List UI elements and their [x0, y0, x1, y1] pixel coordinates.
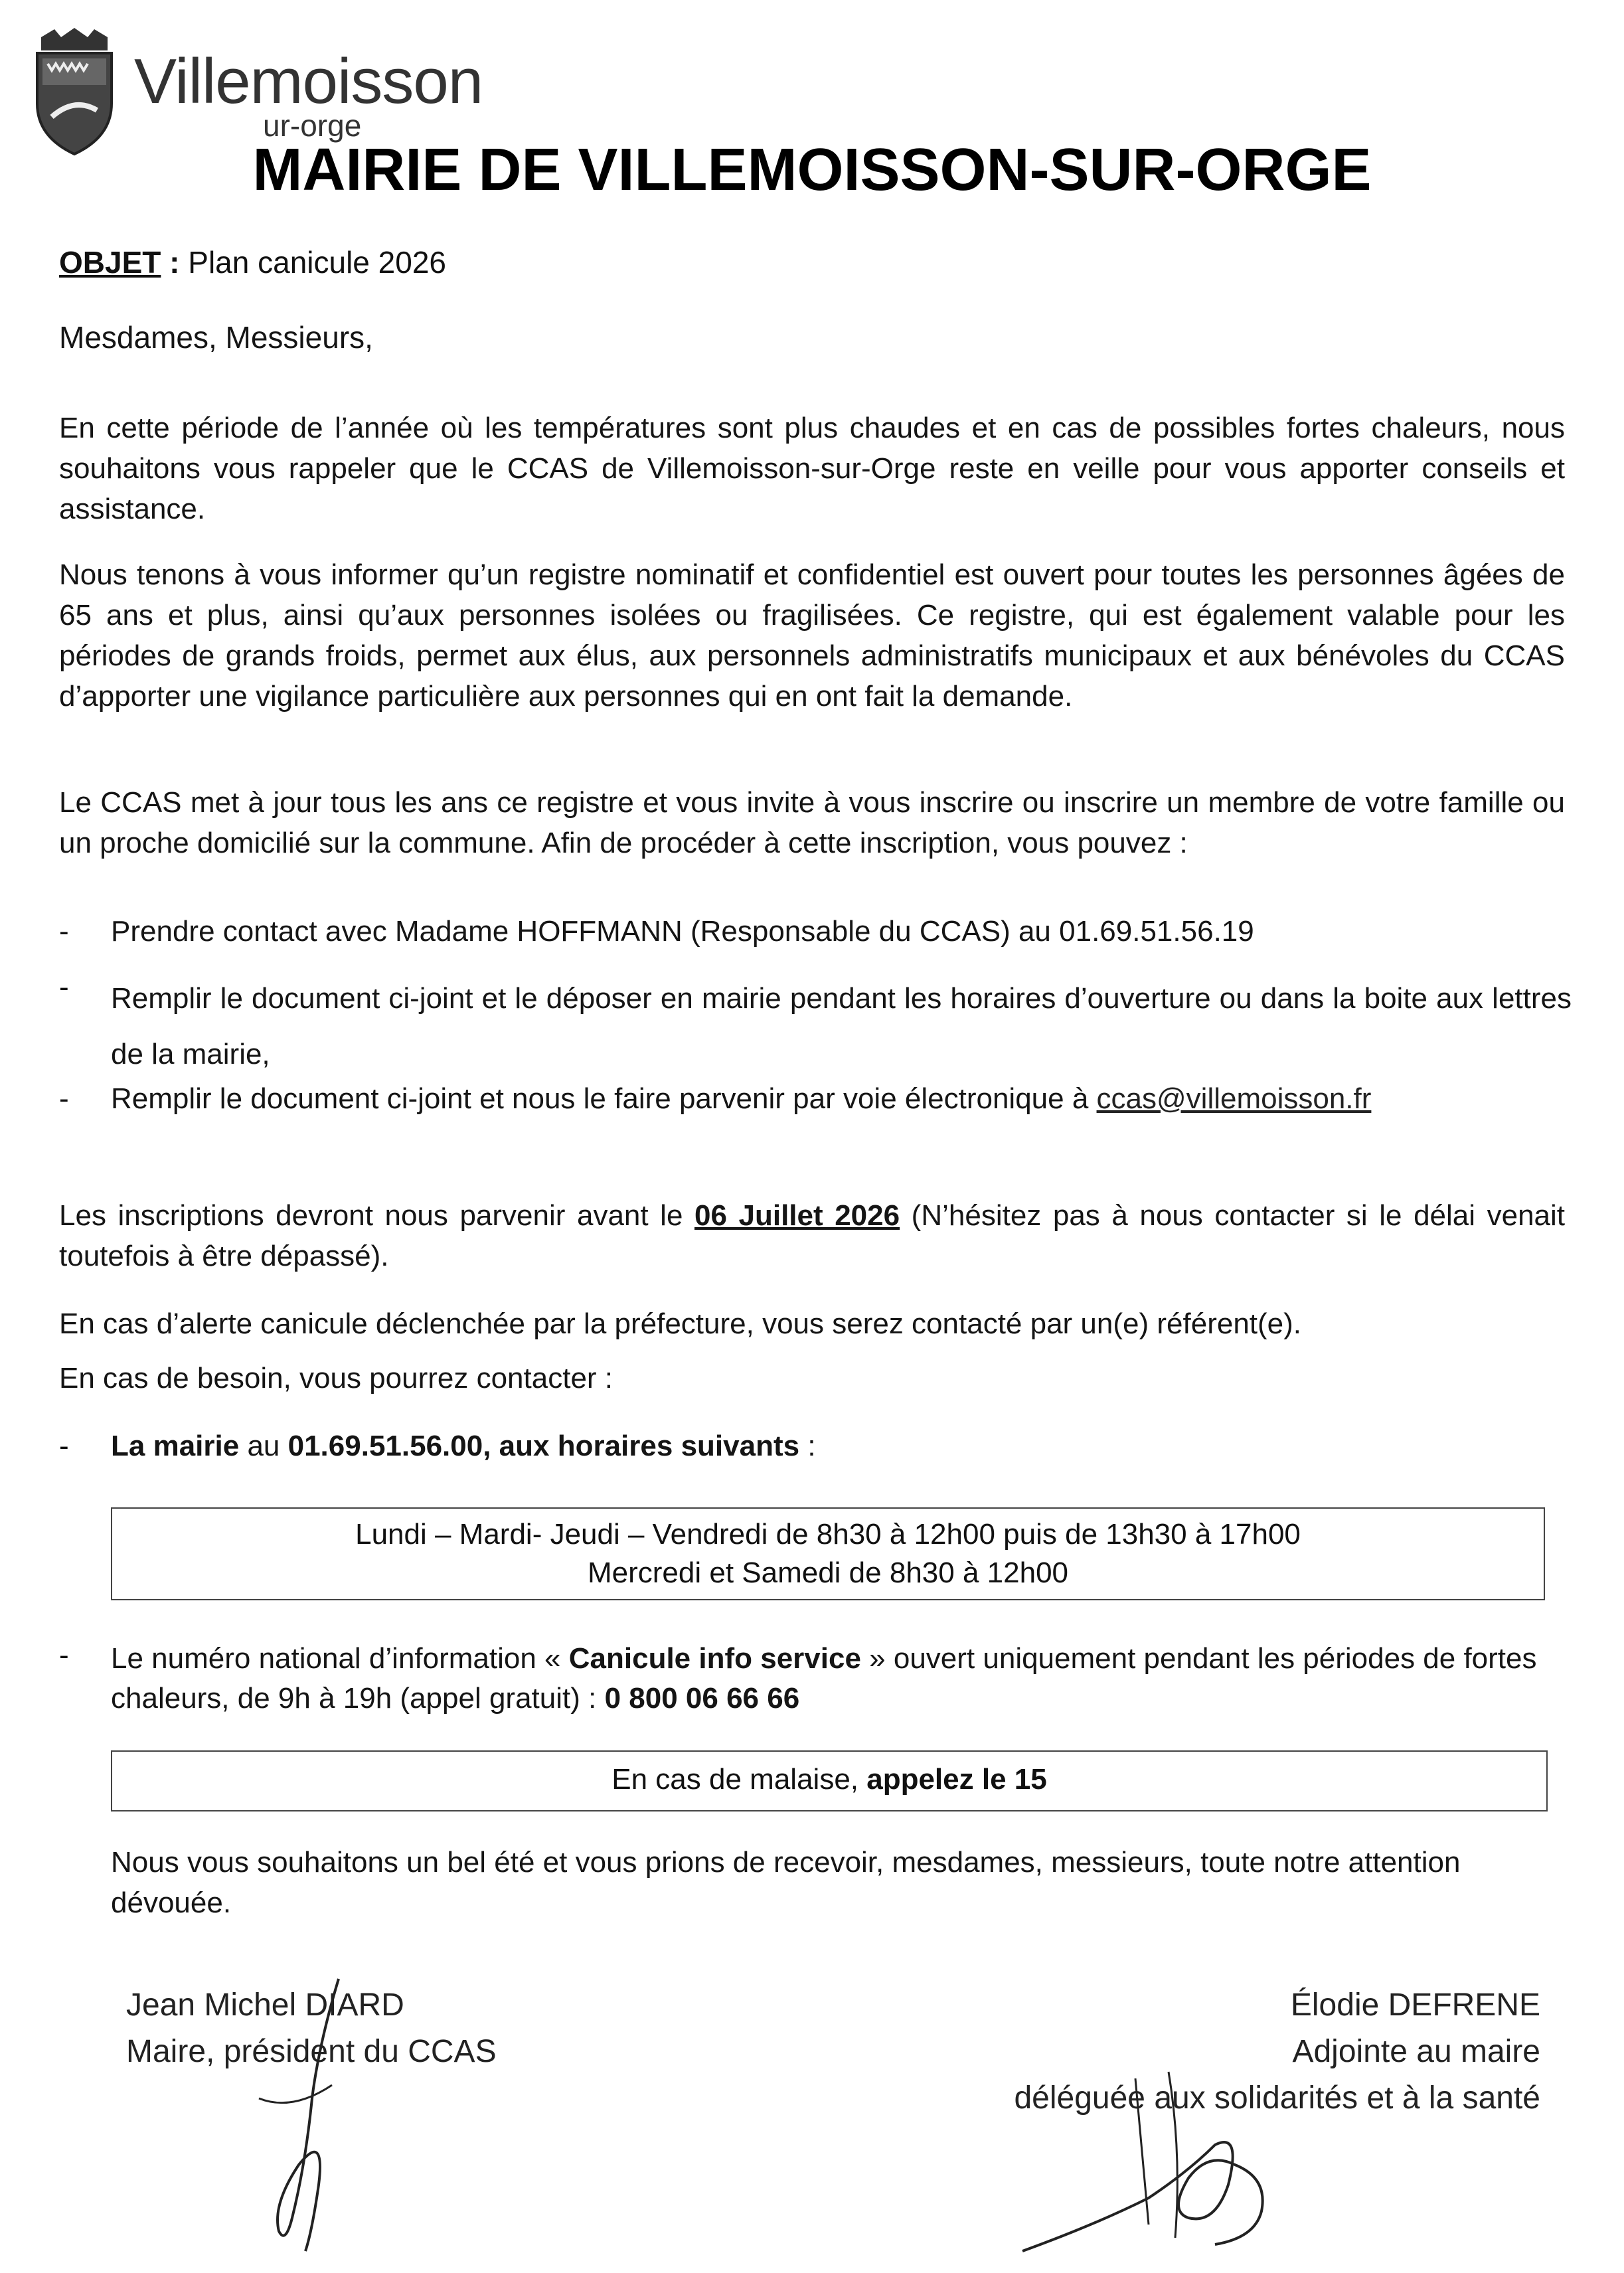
- deadline-paragraph: [59, 1195, 1565, 1276]
- bullet-national-number: [111, 1639, 1558, 1719]
- opening-hours-box: [111, 1507, 1545, 1600]
- signatory-name: Élodie DEFRENE: [1290, 1987, 1540, 2023]
- paragraph-registry: Nous tenons à vous informer qu’un registre nominatif et confidentiel est ouvert pour toutes les personnes âgées de 65 ans et plus, ainsi qu’aux personnes isolées ou fragilisées. Ce registre, qui est également valable pour les périodes de grands froids, permet aux élus, aux personnels administratifs municipaux et aux bénévoles du CCAS d’apporter une vigilance particulière aux personnes qui en ont fait la demande.: [59, 558, 1565, 713]
- mairie-phone-hours: 01.69.51.56.00, aux horaires suivants: [287, 1430, 800, 1462]
- bullet-dash: -: [59, 971, 69, 1003]
- salutation: Mesdames, Messieurs,: [59, 320, 373, 355]
- signatory-name: Jean Michel DIARD: [126, 1987, 404, 2023]
- hours-line-wed-sat: Mercredi et Samedi de 8h30 à 12h00: [587, 1557, 1069, 1589]
- bullet-deposit: Remplir le document ci-joint et le déposer en mairie pendant les horaires d’ouverture ou dans la boite aux lettres de la mairie,: [111, 982, 1572, 1070]
- logo-text: Villemoisson: [134, 46, 483, 117]
- alert-paragraph: En cas d’alerte canicule déclenchée par la préfecture, vous serez contacté par un(e) référent(e).: [59, 1307, 1302, 1340]
- deadline-before: Les inscriptions devront nous parvenir avant le: [59, 1199, 694, 1232]
- subject-separator: :: [161, 245, 189, 280]
- bullet-dash: -: [59, 915, 69, 948]
- bullet-mairie: [111, 1430, 1572, 1463]
- subject-value: Plan canicule 2026: [188, 245, 446, 280]
- bullet-email: [111, 1082, 1572, 1116]
- subject-label: OBJET: [59, 245, 161, 280]
- paragraph-update: Le CCAS met à jour tous les ans ce registre et vous invite à vous inscrire ou inscrire un membre de votre famille ou un proche domicilié sur la commune. Afin de procéder à cette inscription, vous pouvez :: [59, 786, 1565, 859]
- signatory-title: Adjointe au maire: [1292, 2034, 1540, 2069]
- bullet-dash: -: [59, 1639, 69, 1671]
- email-link[interactable]: ccas@villemoisson.fr: [1096, 1082, 1372, 1115]
- emergency-box: [111, 1750, 1548, 1811]
- national-service-name: Canicule info service: [568, 1642, 861, 1675]
- bullet-dash: -: [59, 1430, 69, 1462]
- deadline-after: (N’hésitez pas à nous contacter si le délai venait toutefois à être dépassé).: [59, 1199, 1566, 1272]
- hours-line-weekdays: Lundi – Mardi- Jeudi – Vendredi de 8h30 à 12h00 puis de 13h30 à 17h00: [355, 1518, 1301, 1551]
- mairie-label: La mairie: [111, 1430, 240, 1462]
- deadline-date: 06 Juillet 2026: [694, 1199, 900, 1232]
- signatory-title: Maire, président du CCAS: [126, 2034, 497, 2069]
- bullet-dash: -: [59, 1082, 69, 1115]
- subject-line: [59, 244, 446, 280]
- handwritten-signature-left: [239, 1966, 398, 2258]
- closing-paragraph: Nous vous souhaitons un bel été et vous prions de recevoir, mesdames, messieurs, toute notre attention dévouée.: [111, 1846, 1461, 1919]
- bullet-contact: Prendre contact avec Madame HOFFMANN (Responsable du CCAS) au 01.69.51.56.19: [111, 915, 1254, 948]
- mairie-au: au: [239, 1430, 288, 1462]
- bullet-email-text: Remplir le document ci-joint et nous le faire parvenir par voie électronique à: [111, 1082, 1097, 1115]
- signatory-title-2: déléguée aux solidarités et à la santé: [1014, 2080, 1540, 2116]
- national-middle: » ouvert uniquement pendant les périodes de fortes chaleurs, de 9h à 19h (appel gratuit) :: [111, 1642, 1537, 1715]
- mairie-colon: :: [799, 1430, 816, 1462]
- national-phone: 0 800 06 66 66: [604, 1682, 800, 1715]
- need-paragraph: En cas de besoin, vous pourrez contacter :: [59, 1362, 613, 1394]
- logo-subtext: ur-orge: [263, 108, 362, 143]
- emergency-before: En cas de malaise,: [611, 1763, 867, 1796]
- emergency-number: appelez le 15: [866, 1763, 1047, 1796]
- paragraph-intro: En cette période de l’année où les températures sont plus chaudes et en cas de possibles fortes chaleurs, nous souhaitons vous rappeler que le CCAS de Villemoisson-sur-Orge reste en veille pour vous apporter conseils et assistance.: [59, 412, 1565, 525]
- national-before: Le numéro national d’information «: [111, 1642, 569, 1675]
- handwritten-signature-right: [1016, 2052, 1295, 2264]
- page-title: MAIRIE DE VILLEMOISSON-SUR-ORGE: [252, 137, 1372, 203]
